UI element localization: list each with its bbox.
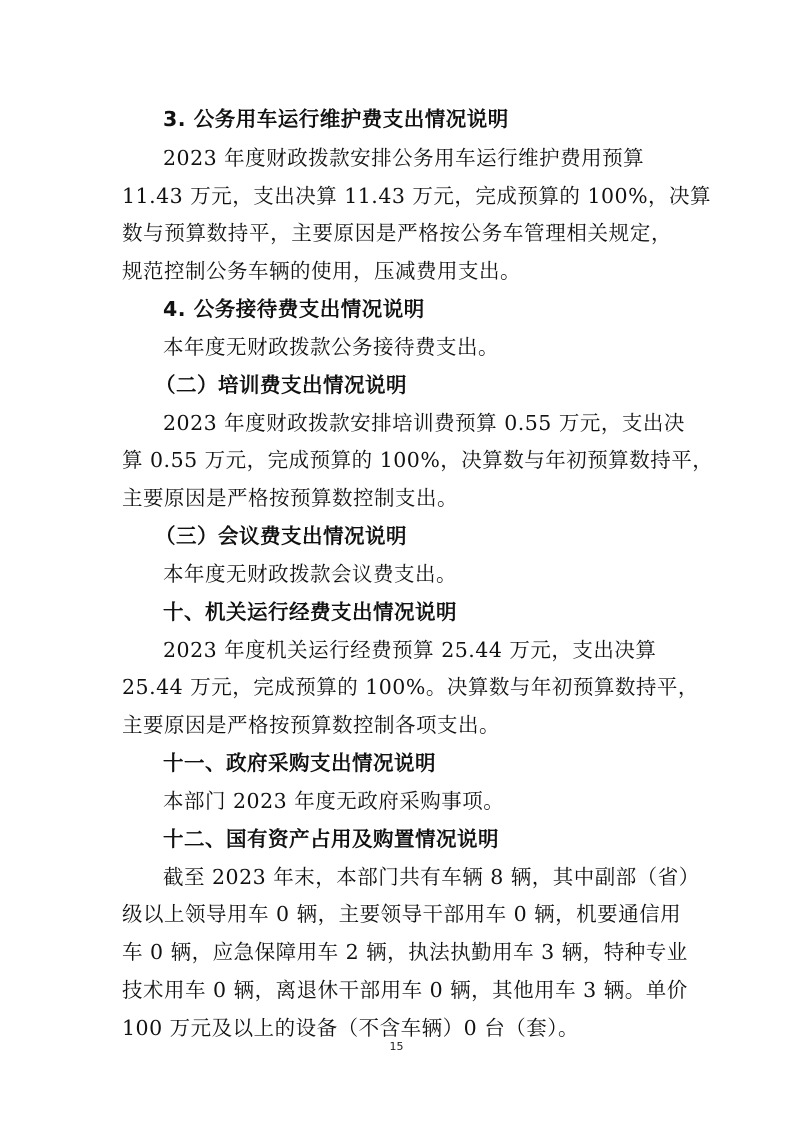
paragraph-line: 25.44 万元，完成预算的 100%。决算数与年初预算数持平， bbox=[122, 675, 699, 699]
paragraph-line: 规范控制公务车辆的使用，压减费用支出。 bbox=[122, 259, 521, 283]
paragraph-line: 级以上领导用车 0 辆，主要领导干部用车 0 辆，机要通信用 bbox=[122, 902, 682, 926]
paragraph-line: 主要原因是严格按预算数控制各项支出。 bbox=[122, 713, 500, 737]
paragraph-line: 11.43 万元，支出决算 11.43 万元，完成预算的 100%，决算 bbox=[122, 184, 712, 208]
paragraph-line: 2023 年度财政拨款安排培训费预算 0.55 万元，支出决 bbox=[163, 411, 685, 435]
paragraph-line: 本年度无财政拨款公务接待费支出。 bbox=[163, 335, 499, 359]
paragraph-line: 数与预算数持平，主要原因是严格按公务车管理相关规定， bbox=[122, 221, 672, 245]
paragraph-line: 算 0.55 万元，完成预算的 100%，决算数与年初预算数持平， bbox=[122, 448, 714, 472]
section-heading-training: （二）培训费支出情况说明 bbox=[155, 373, 407, 397]
paragraph-line: 车 0 辆，应急保障用车 2 辆，执法执勤用车 3 辆，特种专业 bbox=[122, 940, 688, 964]
paragraph-line: 2023 年度财政拨款安排公务用车运行维护费用预算 bbox=[163, 146, 645, 170]
paragraph-line: 本部门 2023 年度无政府采购事项。 bbox=[163, 789, 505, 813]
section-heading-state-assets: 十二、国有资产占用及购置情况说明 bbox=[163, 827, 499, 851]
paragraph-line: 本年度无财政拨款会议费支出。 bbox=[163, 562, 457, 586]
section-heading-meeting: （三）会议费支出情况说明 bbox=[155, 524, 407, 548]
section-heading-vehicle-maintenance: 3. 公务用车运行维护费支出情况说明 bbox=[163, 107, 509, 131]
page-number: 15 bbox=[389, 1040, 404, 1053]
paragraph-line: 截至 2023 年末，本部门共有车辆 8 辆，其中副部（省） bbox=[163, 865, 700, 889]
section-heading-procurement: 十一、政府采购支出情况说明 bbox=[163, 751, 436, 775]
paragraph-line: 100 万元及以上的设备（不含车辆）0 台（套）。 bbox=[122, 1016, 579, 1040]
paragraph-line: 技术用车 0 辆，离退休干部用车 0 辆，其他用车 3 辆。单价 bbox=[122, 978, 688, 1002]
paragraph-line: 2023 年度机关运行经费预算 25.44 万元，支出决算 bbox=[163, 638, 657, 662]
section-heading-reception: 4. 公务接待费支出情况说明 bbox=[163, 297, 425, 321]
paragraph-line: 主要原因是严格按预算数控制支出。 bbox=[122, 486, 458, 510]
section-heading-operating-expenses: 十、机关运行经费支出情况说明 bbox=[163, 600, 457, 624]
